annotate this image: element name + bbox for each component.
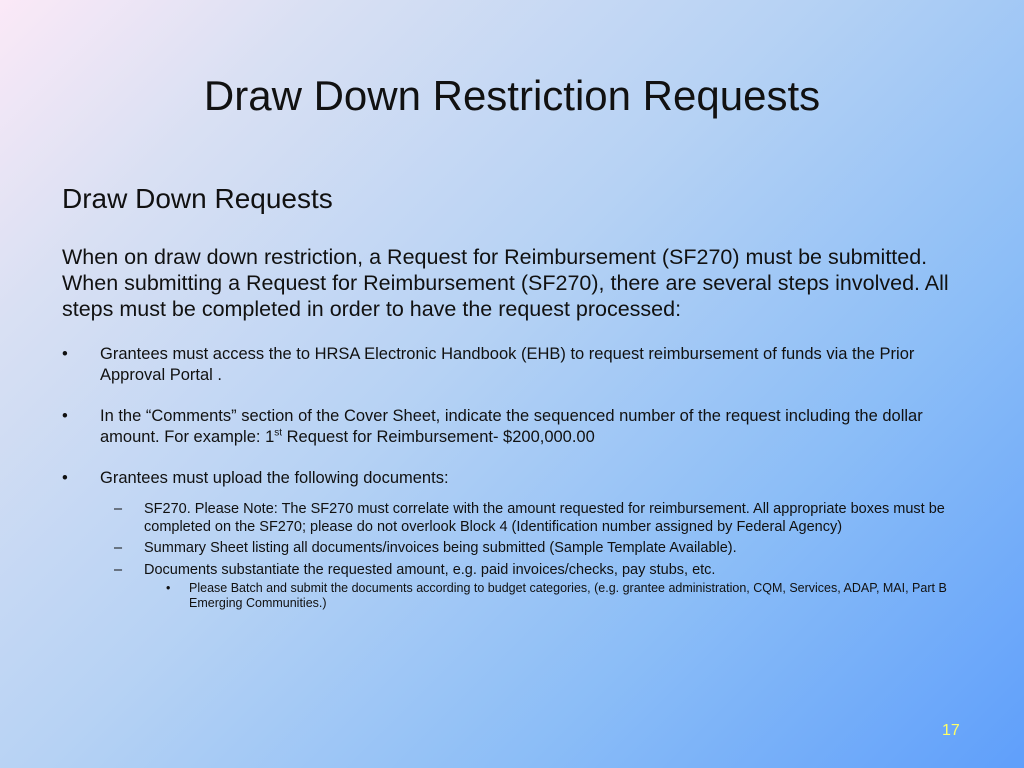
page-number: 17: [942, 722, 960, 739]
bullet-list: [62, 344, 962, 611]
section-heading: Draw Down Requests: [62, 183, 333, 214]
sub-bullet-text: Documents substantiate the requested amount, e.g. paid invoices/checks, pay stubs, etc.: [144, 561, 716, 578]
bullet-text-part: In the “Comments” section of the Cover Sheet, indicate the sequenced number of the request including the dollar amount. For example: 1: [100, 407, 923, 446]
bullet-icon: •: [62, 469, 68, 487]
bullet-text: [100, 407, 923, 446]
sub-sub-bullet-item: [144, 581, 962, 611]
dash-icon: –: [114, 501, 123, 517]
ordinal-superscript: st: [274, 427, 283, 439]
bullet-item: [62, 468, 962, 489]
sub-bullet-text: Summary Sheet listing all documents/invoices being submitted (Sample Template Available).: [144, 540, 737, 556]
bullet-icon: •: [62, 345, 68, 363]
sub-bullet-list: [100, 501, 962, 611]
bullet-item: [62, 406, 962, 448]
dash-icon: –: [114, 561, 123, 578]
sub-bullet-text: SF270. Please Note: The SF270 must correlate with the amount requested for reimbursement. All appropriate boxes must be completed on the SF270; please do not overlook Block 4 (Identification number assigned by Federal Agency): [144, 501, 945, 535]
bullet-text-part: Request for Reimbursement- $200,000.00: [282, 428, 595, 446]
sub-sub-bullet-text: Please Batch and submit the documents according to budget categories, (e.g. grantee administration, CQM, Services, ADAP, MAI, Part B Emerging Communities.): [189, 581, 947, 610]
bullet-icon: •: [166, 581, 171, 595]
bullet-text: Grantees must access the to HRSA Electronic Handbook (EHB) to request reimbursement of funds via the Prior Approval Portal .: [100, 345, 915, 384]
dash-icon: –: [114, 540, 123, 556]
bullet-icon: •: [62, 407, 68, 425]
intro-paragraph: When on draw down restriction, a Request for Reimbursement (SF270) must be submitted. When submitting a Request for Reimbursement (SF270), there are several steps involved. All steps must be completed in order to have the request processed:: [62, 245, 949, 321]
bullet-item: [62, 344, 962, 386]
sub-bullet-item: [100, 501, 962, 536]
sub-bullet-item: [100, 540, 962, 558]
sub-bullet-item: [100, 562, 962, 580]
bullet-text: Grantees must upload the following documents:: [100, 469, 449, 487]
slide-title: Draw Down Restriction Requests: [203, 72, 821, 119]
